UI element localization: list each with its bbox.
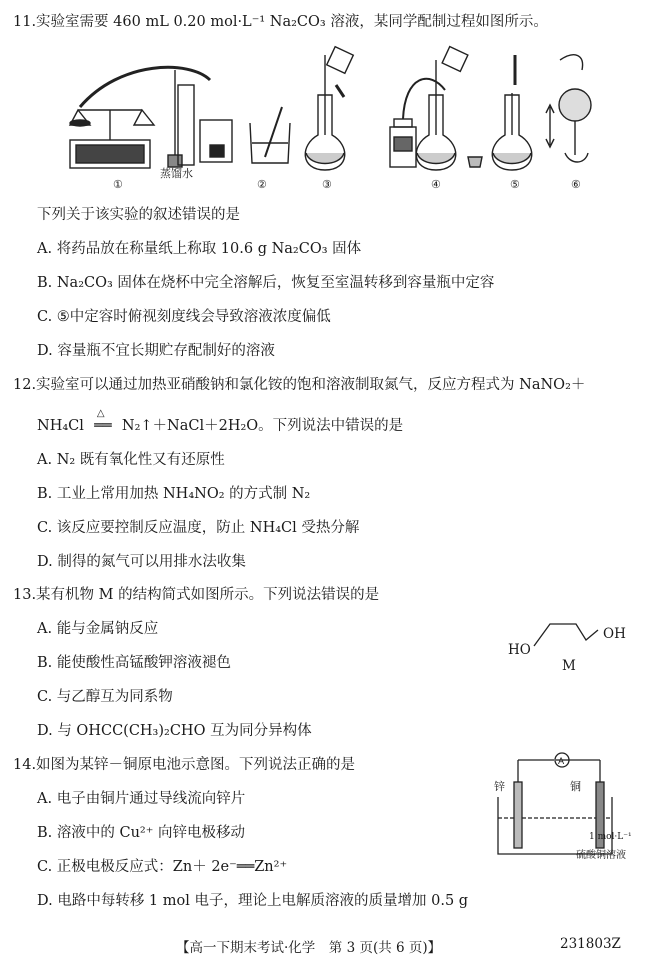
- cu-label: 铜: [570, 780, 581, 793]
- water-label: 蒸馏水: [160, 167, 193, 180]
- q12-option-d[interactable]: D. 制得的氮气可以用排水法收集: [37, 554, 246, 570]
- q12-stem: 12.实验室可以通过加热亚硝酸钠和氯化铵的饱和溶液制取氮气，反应方程式为 NaNO₂＋: [13, 377, 586, 393]
- q13-label-ho: HO: [508, 642, 531, 658]
- step-6-label: ⑥: [571, 178, 581, 191]
- q11-stem: 11.实验室需要 460 mL 0.20 mol·L⁻¹ Na₂CO₃ 溶液，某同学配制过程如图所示。: [13, 14, 548, 30]
- q12-equation: [37, 408, 404, 436]
- balance-icon: [70, 67, 232, 168]
- q13-label-m: M: [562, 658, 576, 674]
- q14-option-d[interactable]: D. 电路中每转移 1 mol 电子，理论上电解质溶液的质量增加 0.5 g: [37, 893, 469, 909]
- q11-option-d[interactable]: D. 容量瓶不宜长期贮存配制好的溶液: [37, 343, 275, 359]
- exam-code: 231803Z: [560, 936, 621, 952]
- step-4-label: ④: [431, 178, 441, 191]
- q13-stem: 13.某有机物 M 的结构简式如图所示。下列说法错误的是: [13, 587, 380, 603]
- zn-label: 锌: [494, 780, 505, 793]
- zinc-electrode: [514, 782, 522, 848]
- q13-structure-figure: [528, 618, 608, 654]
- q14-option-a[interactable]: A. 电子由铜片通过导线流向锌片: [37, 791, 246, 807]
- beaker-icon: [250, 107, 290, 163]
- eq-left: NH₄Cl: [37, 418, 84, 434]
- q12-option-a[interactable]: A. N₂ 既有氧化性又有还原性: [37, 452, 225, 468]
- wash-bottle-icon: [390, 47, 482, 170]
- step-5-label: ⑤: [510, 178, 520, 191]
- q11-option-a[interactable]: A. 将药品放在称量纸上称取 10.6 g Na₂CO₃ 固体: [37, 241, 362, 257]
- q11-option-c[interactable]: C. ⑤中定容时俯视刻度线会导致溶液浓度偏低: [37, 309, 331, 325]
- skeletal-bond-lines: [534, 624, 598, 646]
- conc-label: 1 mol·L⁻¹: [589, 832, 632, 842]
- page-footer: 【高一下期末考试·化学 第 3 页(共 6 页)】: [176, 940, 442, 956]
- q13-option-a[interactable]: A. 能与金属钠反应: [37, 621, 159, 637]
- q11-question: 下列关于该实验的叙述错误的是: [37, 207, 240, 223]
- q14-stem: 14.如图为某锌－铜原电池示意图。下列说法正确的是: [13, 757, 356, 773]
- q11-option-b[interactable]: B. Na₂CO₃ 固体在烧杯中完全溶解后，恢复至室温转移到容量瓶中定容: [37, 275, 495, 291]
- step-3-label: ③: [322, 178, 332, 191]
- q13-label-oh: OH: [603, 626, 626, 642]
- eq-arrow: △ ══: [84, 416, 122, 436]
- q14-option-b[interactable]: B. 溶液中的 Cu²⁺ 向锌电极移动: [37, 825, 245, 841]
- eq-right: N₂↑＋NaCl＋2H₂O。下列说法中错误的是: [121, 418, 404, 434]
- ammeter-label: A: [558, 757, 565, 767]
- q13-option-c[interactable]: C. 与乙醇互为同系物: [37, 689, 173, 705]
- inverting-flask-icon: [546, 55, 591, 162]
- eq-condition: △: [96, 408, 105, 419]
- q12-option-b[interactable]: B. 工业上常用加热 NH₄NO₂ 的方式制 N₂: [37, 486, 311, 502]
- dropper-flask-icon: [492, 55, 531, 170]
- q14-option-c[interactable]: C. 正极电极反应式：Zn＋ 2e⁻══Zn²⁺: [37, 859, 288, 875]
- q13-option-d[interactable]: D. 与 OHCC(CH₃)₂CHO 互为同分异构体: [37, 723, 312, 739]
- q12-option-c[interactable]: C. 该反应要控制反应温度，防止 NH₄Cl 受热分解: [37, 520, 360, 536]
- q13-option-b[interactable]: B. 能使酸性高锰酸钾溶液褪色: [37, 655, 231, 671]
- step-2-label: ②: [257, 178, 267, 191]
- volumetric-flask-icon: [305, 47, 353, 170]
- q11-figure: [60, 45, 620, 195]
- step-1-label: ①: [113, 178, 123, 191]
- solution-label: 硫酸铜溶液: [576, 850, 626, 861]
